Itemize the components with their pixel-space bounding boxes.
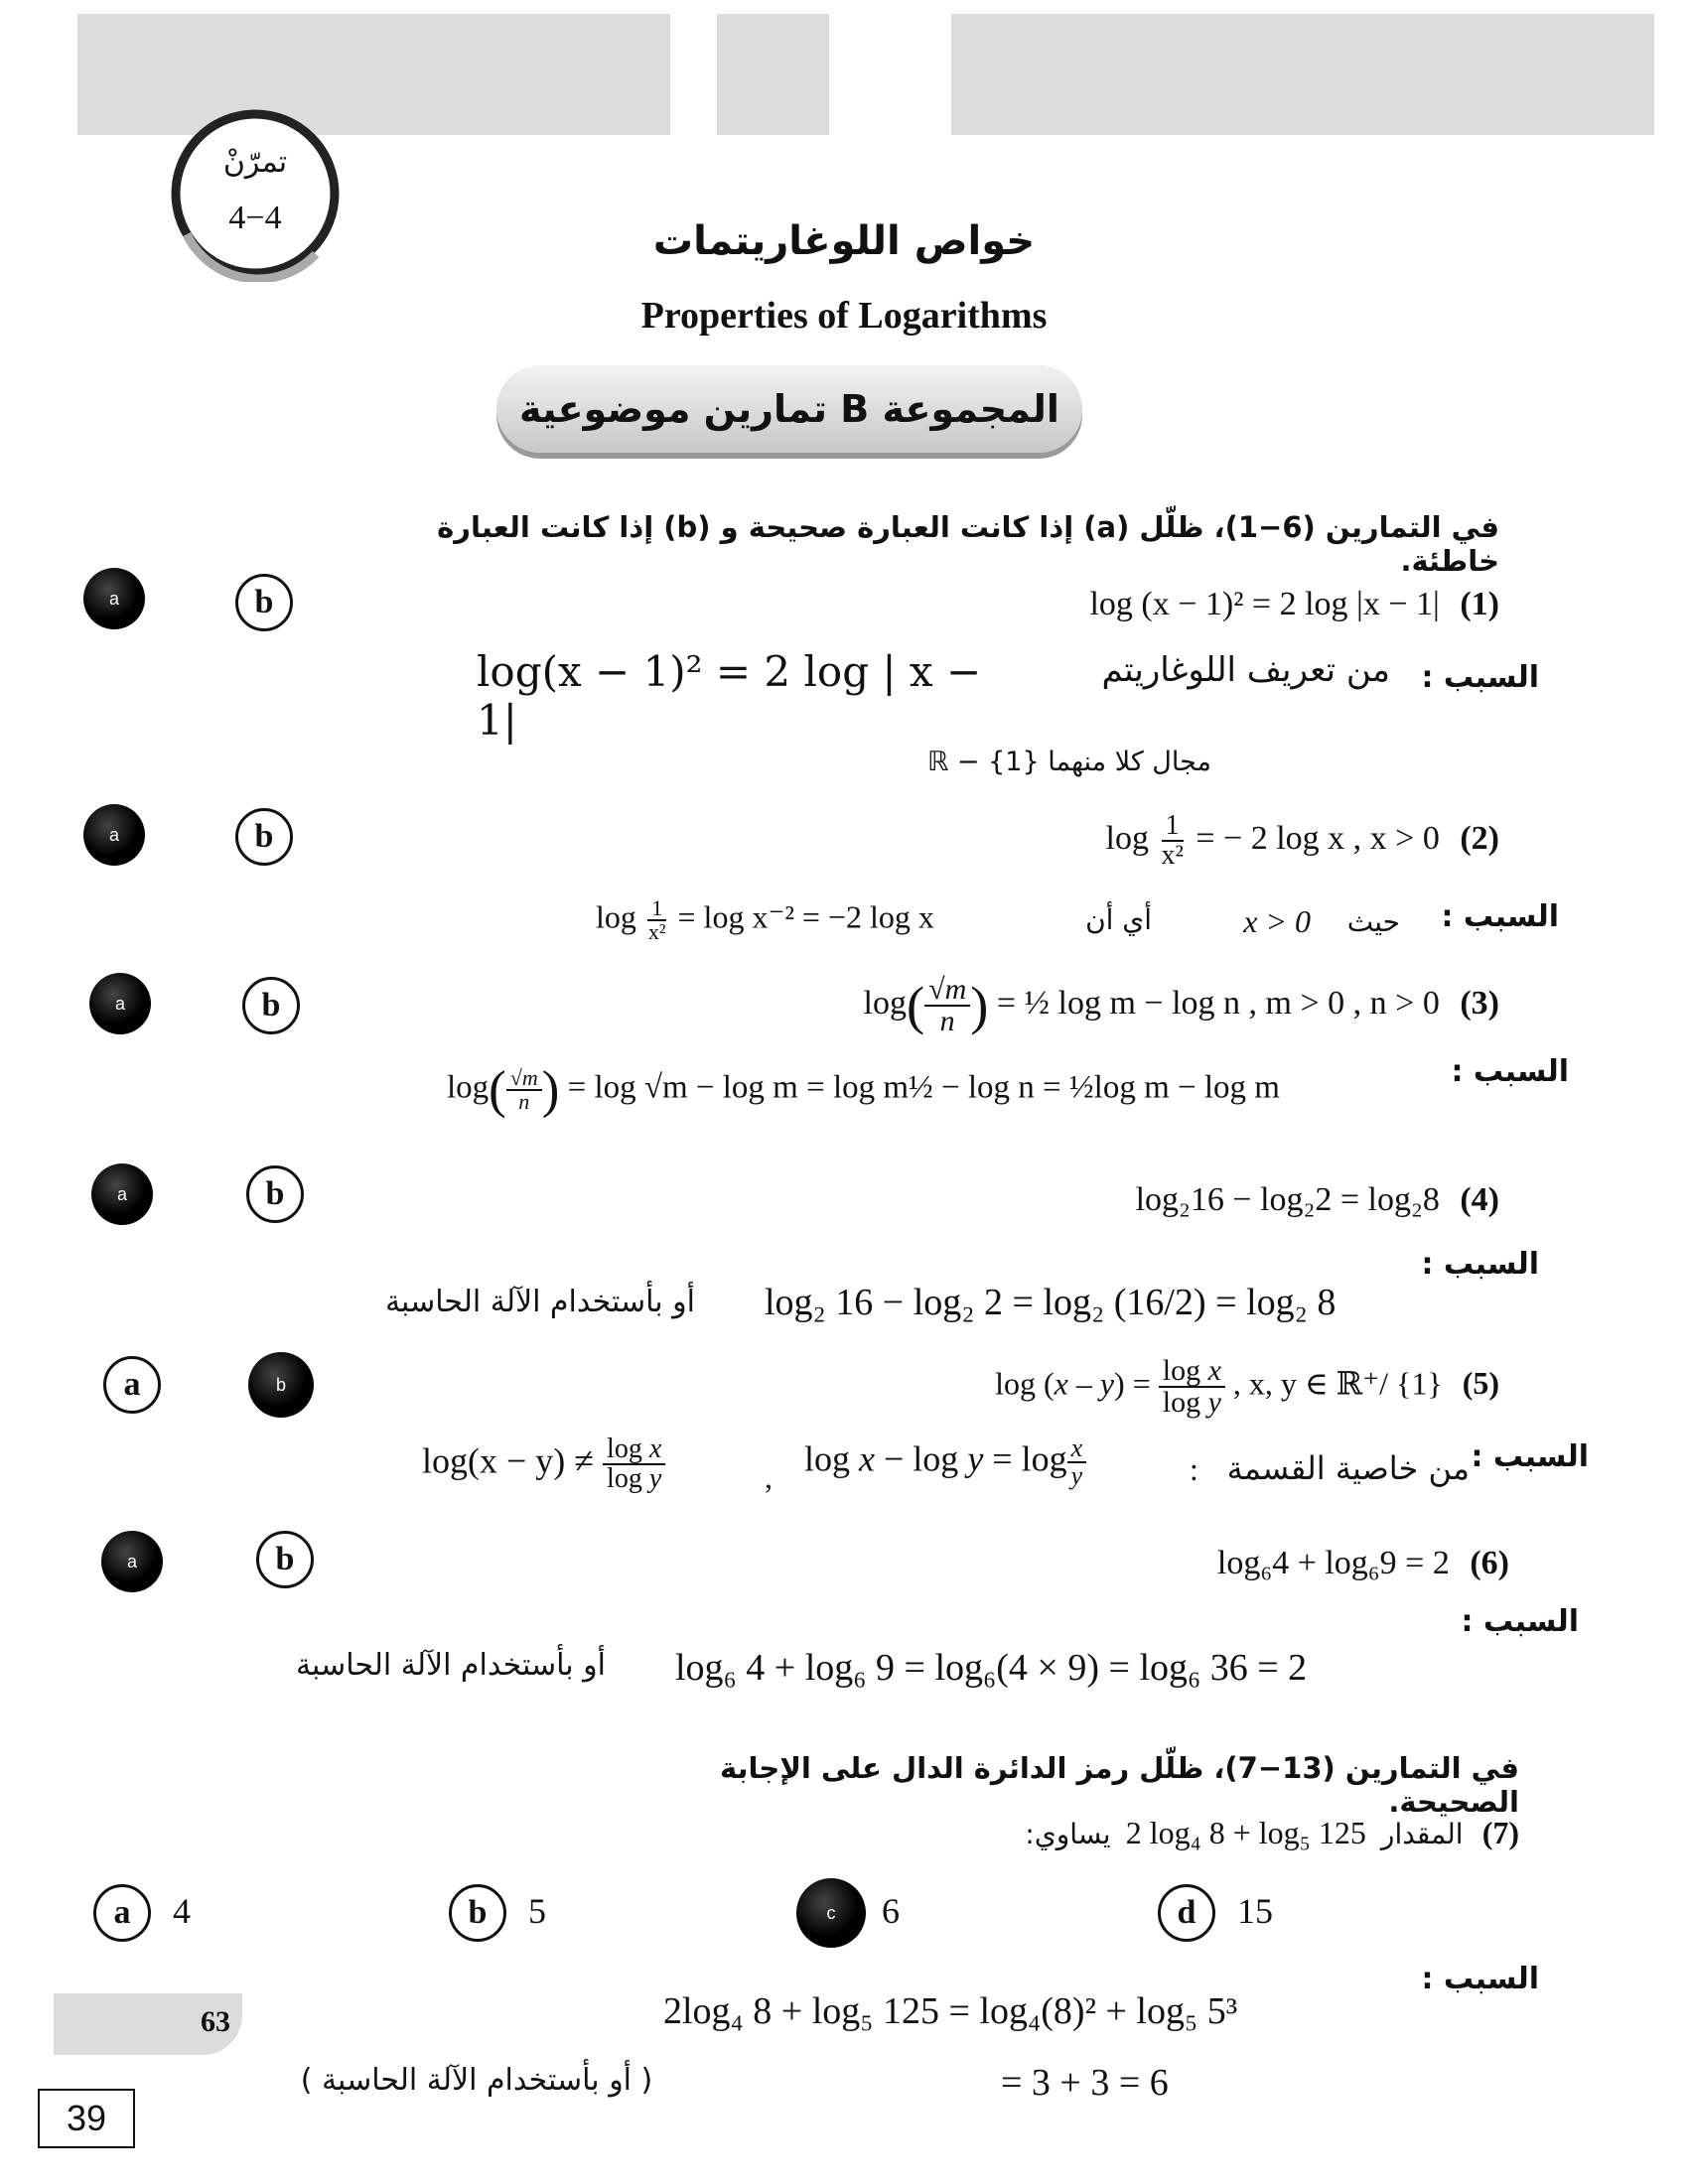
ex5-frac-den: log y [1162, 1386, 1221, 1419]
ex4-bubble-a[interactable]: a [91, 1163, 153, 1225]
ex5-reason2-den: log y [607, 1463, 662, 1494]
ex1-number: (1) [1460, 586, 1499, 622]
ex2-log: log [1105, 819, 1149, 857]
ex5-reason-math2 [422, 1435, 750, 1493]
ex1-bubble-b[interactable]: b [235, 574, 293, 631]
ex3-reason-rparen: ) [541, 1061, 560, 1119]
ex3-reason-log: log [447, 1069, 490, 1106]
ex1-statement-text: log (x − 1)² = 2 log |x − 1| [1089, 586, 1440, 622]
ex5-statement-rest: , x, y ∈ ℝ⁺/ {1} [1232, 1365, 1443, 1402]
ex5-reason-den: y [1070, 1461, 1083, 1490]
ex6-number: (6) [1470, 1545, 1509, 1581]
ex3-fraction [924, 975, 970, 1036]
q7-reason-label: السبب : [1421, 1962, 1539, 1996]
ex2-reason-cond: x > 0 [1243, 903, 1311, 939]
ex2-reason-log: log [596, 898, 636, 935]
ex2-reason-num: 1 [647, 897, 666, 921]
title-english: Properties of Logarithms [640, 295, 1048, 337]
ex2-reason-fraction [644, 897, 670, 943]
ex1-reason-label: السبب : [1421, 660, 1539, 695]
ex3-reason-fraction [506, 1067, 542, 1113]
ex1-note: مجال كلا منهما ℝ − {1} [926, 747, 1211, 777]
q7-tail: يساوي: [1025, 1818, 1111, 1850]
ex3-rparen: ) [970, 976, 989, 1035]
ex5-fraction [1159, 1356, 1225, 1418]
q7-option-c-bubble[interactable]: c [796, 1878, 866, 1948]
ex5-reason-math-text: log x − log y = log [804, 1438, 1067, 1479]
q7-option-a-value: 4 [173, 1891, 191, 1931]
q7-option-a-bubble[interactable]: a [93, 1884, 151, 1942]
ex2-fraction [1157, 812, 1187, 870]
ex3-reason-rest: = log √m − log m = log m½ − log n = ½log m − log m [567, 1069, 1280, 1106]
ex3-number: (3) [1460, 984, 1499, 1022]
ex2-bubble-b[interactable]: b [235, 808, 293, 866]
ex3-reason-den: n [518, 1089, 530, 1114]
ex5-statement [794, 1356, 1499, 1418]
q7-line [894, 1815, 1519, 1851]
ex1-reason-math: log(x − 1)² = 2 log | x − 1| [477, 647, 982, 745]
ex5-comma: , [765, 1459, 773, 1495]
ex5-lhs: log (x – y) = [995, 1365, 1151, 1402]
page-number-tab [54, 1993, 242, 2055]
group-banner [496, 365, 1082, 453]
ex3-reason-math [447, 1060, 1440, 1120]
ex6-statement [894, 1545, 1509, 1582]
q7-reason-line1: 2log₄ 8 + log₅ 125 = log₄(8)² + log₅ 5³ [663, 1990, 1238, 2032]
ex4-statement [894, 1181, 1499, 1219]
ex5-colon: : [1190, 1451, 1198, 1487]
ex5-reason-math2-text: log(x − y) ≠ [422, 1440, 595, 1481]
ex3-bubble-b[interactable]: b [242, 977, 300, 1034]
ex5-number: (5) [1462, 1365, 1499, 1402]
ex5-reason-fraction [1067, 1435, 1087, 1489]
ex5-reason-num: x [1067, 1435, 1087, 1463]
banner-text: المجموعة B تمارين موضوعية [519, 387, 1059, 431]
ex2-reason-where: حيث [1346, 905, 1400, 938]
q7-option-d-value: 15 [1237, 1891, 1273, 1931]
page-number: 63 [201, 2005, 230, 2038]
header-bar-right [951, 14, 1654, 135]
ex3-reason-num: √m [506, 1067, 542, 1091]
q7-label: المقدار [1380, 1818, 1464, 1850]
ex3-lparen: ( [906, 976, 925, 1035]
badge-ring-icon [167, 105, 344, 282]
ex2-frac-num: 1 [1162, 812, 1184, 842]
ex2-bubble-a[interactable]: a [83, 804, 145, 866]
ex5-bubble-b[interactable]: b [248, 1352, 314, 1418]
ex4-bubble-b[interactable]: b [246, 1165, 304, 1223]
ex6-reason-math: log₆ 4 + log₆ 9 = log₆(4 × 9) = log₆ 36 = 2 [675, 1647, 1308, 1689]
ex5-reason2-fraction [603, 1435, 665, 1493]
ex6-reason-label: السبب : [1461, 1604, 1579, 1639]
ex4-reason-math: log₂ 16 − log₂ 2 = log₂ (16/2) = log₂ 8 [765, 1282, 1336, 1323]
ex3-reason-lparen: ( [489, 1061, 506, 1119]
q7-number: (7) [1481, 1815, 1519, 1850]
ex3-statement-rest: = ½ log m − log n , m > 0 , n > 0 [996, 984, 1440, 1022]
ex2-reason-rest: = log x⁻² = −2 log x [677, 898, 934, 935]
ex1-statement [894, 586, 1499, 623]
badge-word: تمرّنْ [222, 145, 288, 180]
ex5-reason2-num: log x [603, 1435, 665, 1465]
ex3-reason-label: السبب : [1451, 1054, 1569, 1089]
header-bar-middle [717, 14, 829, 135]
footer-number: 39 [66, 2098, 107, 2138]
ex6-statement-text: log₆4 + log₆9 = 2 [1216, 1545, 1450, 1581]
ex2-statement [894, 812, 1499, 870]
ex2-statement-rest: = − 2 log x , x > 0 [1196, 819, 1440, 857]
q7-option-b-value: 5 [528, 1891, 546, 1931]
ex6-bubble-b[interactable]: b [256, 1531, 314, 1588]
ex2-reason-ie: أي أن [1085, 903, 1152, 936]
section2-instruction: في التمارين (13−7)، ظلّل رمز الدائرة الدال على الإجابة الصحيحة. [720, 1751, 1519, 1819]
q7-option-c-value: 6 [882, 1891, 900, 1931]
ex6-bubble-a[interactable]: a [101, 1531, 163, 1592]
exercise-badge [167, 105, 344, 282]
ex2-number: (2) [1460, 819, 1499, 857]
ex2-reason-math [596, 897, 1013, 943]
ex2-reason-den: x² [647, 919, 666, 944]
badge-number: 4−4 [228, 200, 282, 236]
ex4-reason-label: السبب : [1421, 1247, 1539, 1282]
q7-reason-line2: = 3 + 3 = 6 [1001, 2062, 1169, 2104]
ex3-frac-num: √m [924, 975, 970, 1007]
ex5-bubble-a[interactable]: a [103, 1356, 161, 1414]
section1-instruction: في التمارين (6−1)، ظلّل (a) إذا كانت العبارة صحيحة و (b) إذا كانت العبارة خاطئة. [437, 510, 1499, 578]
ex4-statement-text: log₂16 − log₂2 = log₂8 [1135, 1181, 1440, 1218]
ex4-number: (4) [1460, 1181, 1499, 1218]
q7-expr: 2 log₄ 8 + log₅ 125 [1125, 1815, 1366, 1850]
ex1-bubble-a[interactable]: a [83, 568, 145, 629]
ex5-reason-math [804, 1435, 1192, 1489]
ex5-reason-text: من خاصية القسمة [1226, 1449, 1470, 1487]
ex2-frac-den: x² [1161, 840, 1184, 871]
q7-reason-alt: ( أو بأستخدام الآلة الحاسبة ) [300, 2063, 653, 2098]
ex1-reason-text: من تعريف اللوغاريتم [1101, 650, 1390, 690]
ex3-log: log [863, 984, 907, 1022]
ex5-reason-label: السبب : [1471, 1439, 1589, 1474]
title-arabic: خواص اللوغاريتمات [652, 218, 1036, 264]
footer-number-box [38, 2089, 135, 2148]
q7-option-d-bubble[interactable]: d [1158, 1884, 1215, 1942]
ex3-statement [774, 975, 1499, 1036]
ex4-reason-alt: أو بأستخدام الآلة الحاسبة [384, 1285, 695, 1319]
ex3-frac-den: n [939, 1005, 955, 1037]
ex2-reason-label: السبب : [1441, 899, 1559, 934]
ex3-bubble-a[interactable]: a [89, 973, 151, 1034]
q7-option-b-bubble[interactable]: b [449, 1884, 506, 1942]
ex6-reason-alt: أو بأستخدام الآلة الحاسبة [295, 1648, 606, 1683]
ex5-frac-num: log x [1159, 1356, 1225, 1388]
